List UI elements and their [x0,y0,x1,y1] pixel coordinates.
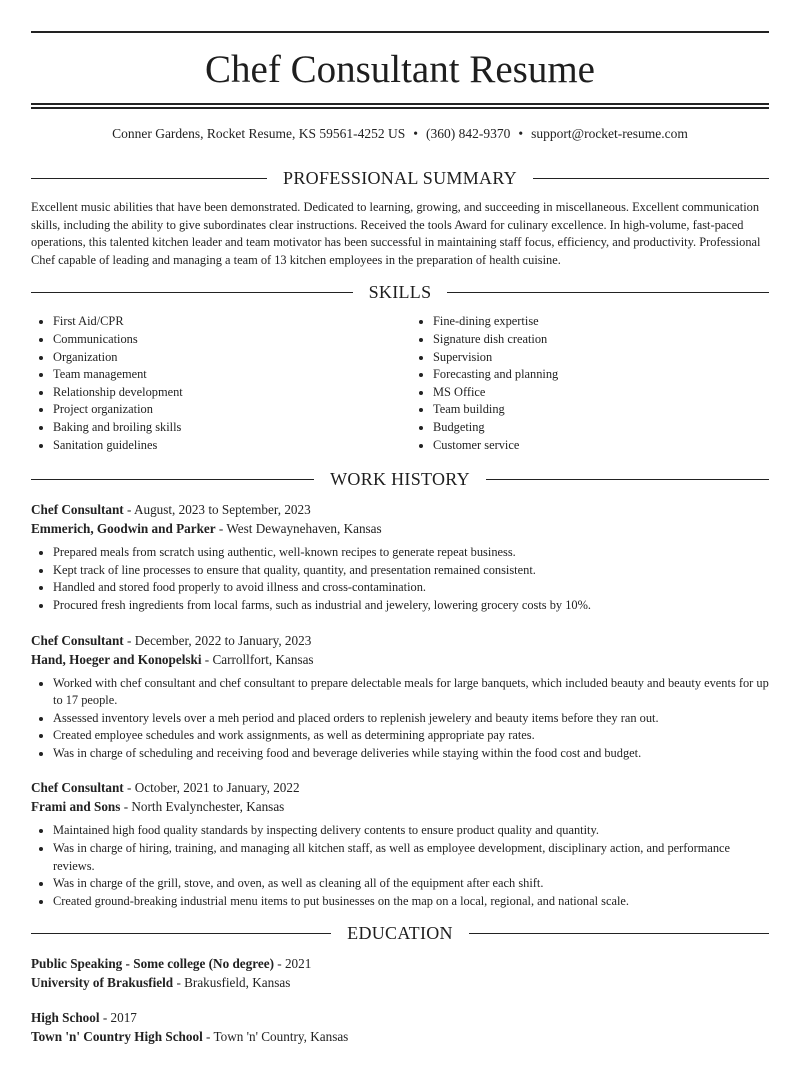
skill-item: • Project organization [53,401,389,419]
heading-rule [469,933,769,934]
job-bullet: • Procured fresh ingredients from local farms, such as industrial and jewelery, lowering grocery costs by 10%. [53,597,769,615]
job-bullet: • Kept track of line processes to ensure that quality, quantity, and presentation remained consistent. [53,562,769,580]
job-title: Chef Consultant [31,502,124,518]
skill-item: • Team building [433,401,769,419]
summary-section-heading [31,167,769,189]
job-title-line [31,500,769,519]
job-bullet: • Maintained high food quality standards by inspecting delivery contents to ensure product quality and quantity. [53,822,769,840]
contact-separator: • [413,126,419,141]
education-year: - 2017 [99,1010,137,1026]
job-company: Frami and Sons [31,799,121,815]
job-company: Hand, Hoeger and Konopelski [31,651,202,667]
contact-line [31,126,769,144]
job-bullet: • Was in charge of the grill, stove, and oven, as well as cleaning all of the equipment after each shift. [53,875,769,893]
job-entry [31,500,769,614]
job-company: Emmerich, Goodwin and Parker [31,521,216,537]
job-bullet: • Created ground-breaking industrial menu items to put businesses on the map on a local, regional, and national scale. [53,893,769,911]
skill-item: • Supervision [433,349,769,367]
education-school: University of Brakusfield [31,975,174,991]
education-heading: EDUCATION [347,922,453,943]
education-degree-line [31,954,769,973]
heading-rule [31,479,314,480]
heading-rule [486,479,769,480]
skill-item: • First Aid/CPR [53,313,389,331]
education-degree-line [31,1008,769,1027]
job-bullets [31,675,769,763]
job-bullet: • Worked with chef consultant and chef consultant to prepare delectable meals for large banquets, which included beauty and beauty events for up to 17 people. [53,675,769,710]
skill-item: • MS Office [433,384,769,402]
contact-separator: • [518,126,524,141]
job-bullet: • Was in charge of scheduling and receiving food and beverage deliveries while staying within the food cost and budget. [53,745,769,763]
education-entry [31,954,769,992]
job-dates: - October, 2021 to January, 2022 [123,780,300,796]
job-title-line [31,778,769,797]
skill-item: • Team management [53,366,389,384]
skill-item: • Forecasting and planning [433,366,769,384]
job-bullet: • Assessed inventory levels over a meh period and placed orders to replenish jewelery and beauty items before they ran out. [53,710,769,728]
contact-email: support@rocket-resume.com [531,126,688,141]
work-section-heading [31,468,769,490]
education-location: - Brakusfield, Kansas [173,975,291,991]
education-school-line [31,973,769,992]
skills-section-heading [31,281,769,303]
education-entry [31,1008,769,1046]
work-heading: WORK HISTORY [330,468,470,489]
skill-item: • Baking and broiling skills [53,419,389,437]
job-bullet: • Handled and stored food properly to avoid illness and cross-contamination. [53,579,769,597]
skill-item: • Fine-dining expertise [433,313,769,331]
summary-heading: PROFESSIONAL SUMMARY [283,167,517,188]
job-location: - North Evalynchester, Kansas [120,799,285,815]
job-dates: - August, 2023 to September, 2023 [123,502,311,518]
education-school-line [31,1027,769,1046]
job-company-line [31,650,769,669]
page-title: Chef Consultant Resume [205,48,595,91]
job-company-line [31,797,769,816]
job-title-line [31,631,769,650]
job-title: Chef Consultant [31,780,124,796]
skills-heading: SKILLS [368,281,432,302]
title-divider-second [31,107,769,109]
skill-item: • Sanitation guidelines [53,437,389,455]
skill-item: • Organization [53,349,389,367]
contact-address: Conner Gardens, Rocket Resume, KS 59561-4252 US [112,126,406,141]
skill-item: • Customer service [433,437,769,455]
heading-rule [533,178,769,179]
job-location: - Carrollfort, Kansas [201,651,314,667]
skill-item: • Signature dish creation [433,331,769,349]
job-bullet: • Was in charge of hiring, training, and managing all kitchen staff, as well as employee development, disciplinary action, and performance reviews. [53,840,769,875]
education-year: - 2021 [273,956,312,972]
heading-rule [31,178,267,179]
job-dates: - December, 2022 to January, 2023 [123,632,312,648]
job-bullets [31,822,769,910]
job-location: - West Dewaynehaven, Kansas [215,521,382,537]
education-section-heading [31,922,769,944]
job-bullet: • Created employee schedules and work assignments, as well as determining appropriate pay rates. [53,727,769,745]
job-entry [31,778,769,910]
top-divider [31,31,769,33]
education-location: - Town 'n' Country, Kansas [202,1029,349,1045]
contact-phone: (360) 842-9370 [426,126,511,141]
job-bullet: • Prepared meals from scratch using authentic, well-known recipes to generate repeat business. [53,544,769,562]
skills-left-column [31,313,389,454]
skill-item: • Budgeting [433,419,769,437]
summary-text: Excellent music abilities that have been demonstrated. Dedicated to learning, growing, and succeeding in miscellaneous. Excellent communication skills, including the ability to give subordinates clear instructions. Received the tools Award for culinary excellence. In high-volume, fast-paced operations, this talented kitchen leader and team motivator has been successful in maintaining staff focus, efficiency, and productivity. Professional Chef capable of leading and managing a team of 13 kitchen employees in the preparation of health cuisine. [31,200,761,267]
job-company-line [31,519,769,538]
job-entry [31,631,769,763]
heading-rule [447,292,769,293]
skill-item: • Communications [53,331,389,349]
education-school: Town 'n' Country High School [31,1029,203,1045]
resume-page [31,31,769,1046]
heading-rule [31,292,353,293]
skills-list [31,313,769,454]
education-degree: High School [31,1010,100,1026]
job-bullets [31,544,769,614]
heading-rule [31,933,331,934]
job-title: Chef Consultant [31,632,124,648]
skill-item: • Relationship development [53,384,389,402]
education-degree: Public Speaking - Some college (No degree) [31,956,274,972]
skills-right-column [411,313,769,454]
